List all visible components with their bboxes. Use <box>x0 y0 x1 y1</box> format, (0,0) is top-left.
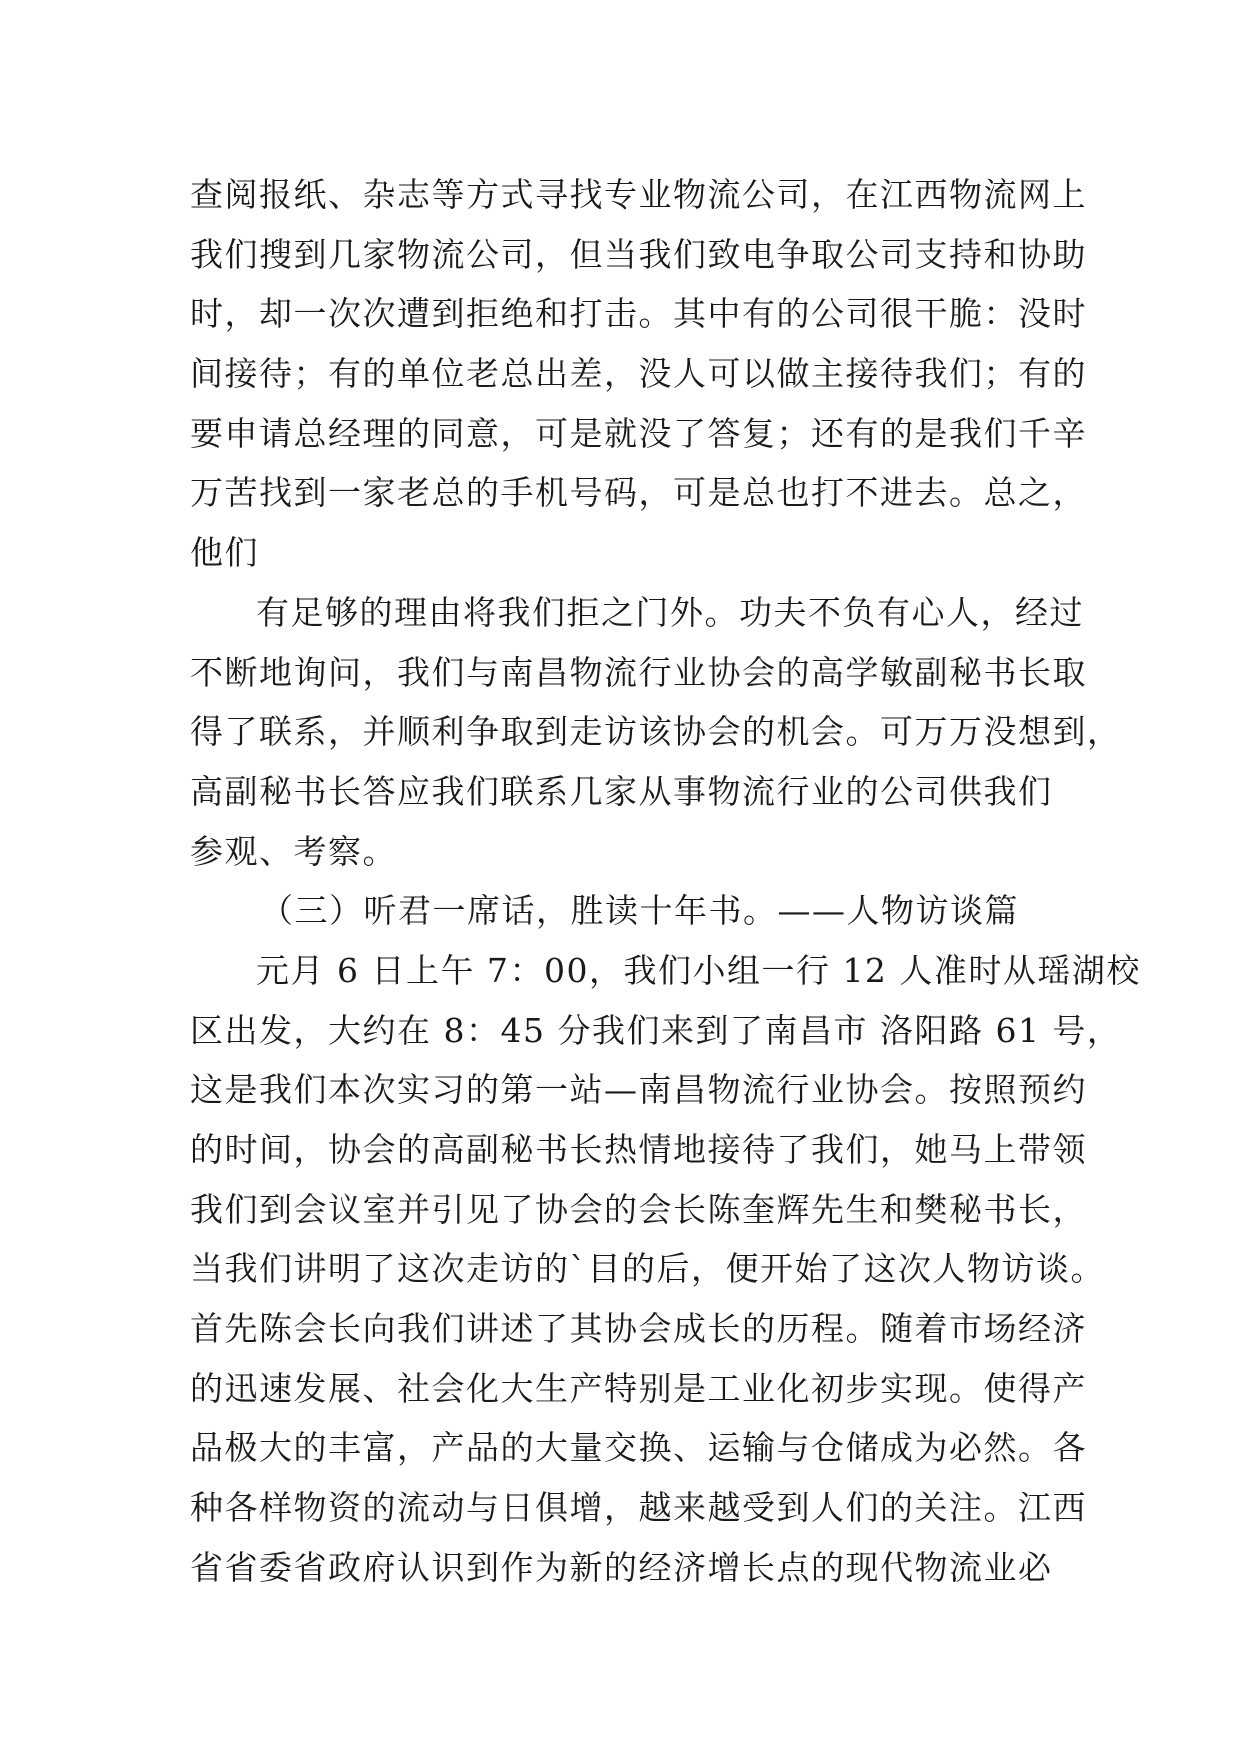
body-line: 品极大的丰富，产品的大量交换、运输与仓储成为必然。各 <box>190 1428 1087 1468</box>
body-line: 参观、考察。 <box>190 831 397 871</box>
body-line: 得了联系，并顺利争取到走访该协会的机会。可万万没想到， <box>190 712 1122 752</box>
body-line: 当我们讲明了这次走访的`目的后，便开始了这次人物访谈。 <box>190 1249 1105 1289</box>
body-line: 的时间，协会的高副秘书长热情地接待了我们，她马上带领 <box>190 1130 1087 1169</box>
body-line: 有足够的理由将我们拒之门外。功夫不负有心人，经过 <box>256 592 1084 632</box>
body-line: 的迅速发展、社会化大生产特别是工业化初步实现。使得产 <box>190 1368 1087 1408</box>
body-line: 区出发，大约在 8：45 分我们来到了南昌市 洛阳路 61 号， <box>190 1010 1122 1050</box>
body-line: 不断地询问，我们与南昌物流行业协会的高学敏副秘书长取 <box>190 652 1087 692</box>
section-heading: （三）听君一席话，胜读十年书。——人物访谈篇 <box>260 891 1019 931</box>
body-line: 元月 6 日上午 7：00，我们小组一行 12 人准时从瑶湖校 <box>256 950 1141 990</box>
body-line: 万苦找到一家老总的手机号码，可是总也打不进去。总之， <box>190 473 1087 513</box>
body-line: 间接待；有的单位老总出差，没人可以做主接待我们；有的 <box>190 354 1087 394</box>
body-line: 我们到会议室并引见了协会的会长陈奎辉先生和樊秘书长， <box>190 1189 1087 1229</box>
body-line: 首先陈会长向我们讲述了其协会成长的历程。随着市场经济 <box>190 1309 1087 1349</box>
body-line: 查阅报纸、杂志等方式寻找专业物流公司，在江西物流网上 <box>190 175 1087 214</box>
body-line: 这是我们本次实习的第一站—南昌物流行业协会。按照预约 <box>190 1070 1087 1110</box>
body-line: 他们 <box>190 533 259 573</box>
document-body <box>190 165 1141 1598</box>
body-line: 高副秘书长答应我们联系几家从事物流行业的公司供我们 <box>190 771 1053 811</box>
body-line: 省省委省政府认识到作为新的经济增长点的现代物流业必 <box>190 1547 1053 1587</box>
body-line: 我们搜到几家物流公司，但当我们致电争取公司支持和协助 <box>190 234 1087 274</box>
body-line: 种各样物资的流动与日俱增，越来越受到人们的关注。江西 <box>190 1488 1087 1528</box>
body-line: 时，却一次次遭到拒绝和打击。其中有的公司很干脆：没时 <box>190 294 1087 334</box>
body-line: 要申请总经理的同意，可是就没了答复；还有的是我们千辛 <box>190 413 1087 453</box>
